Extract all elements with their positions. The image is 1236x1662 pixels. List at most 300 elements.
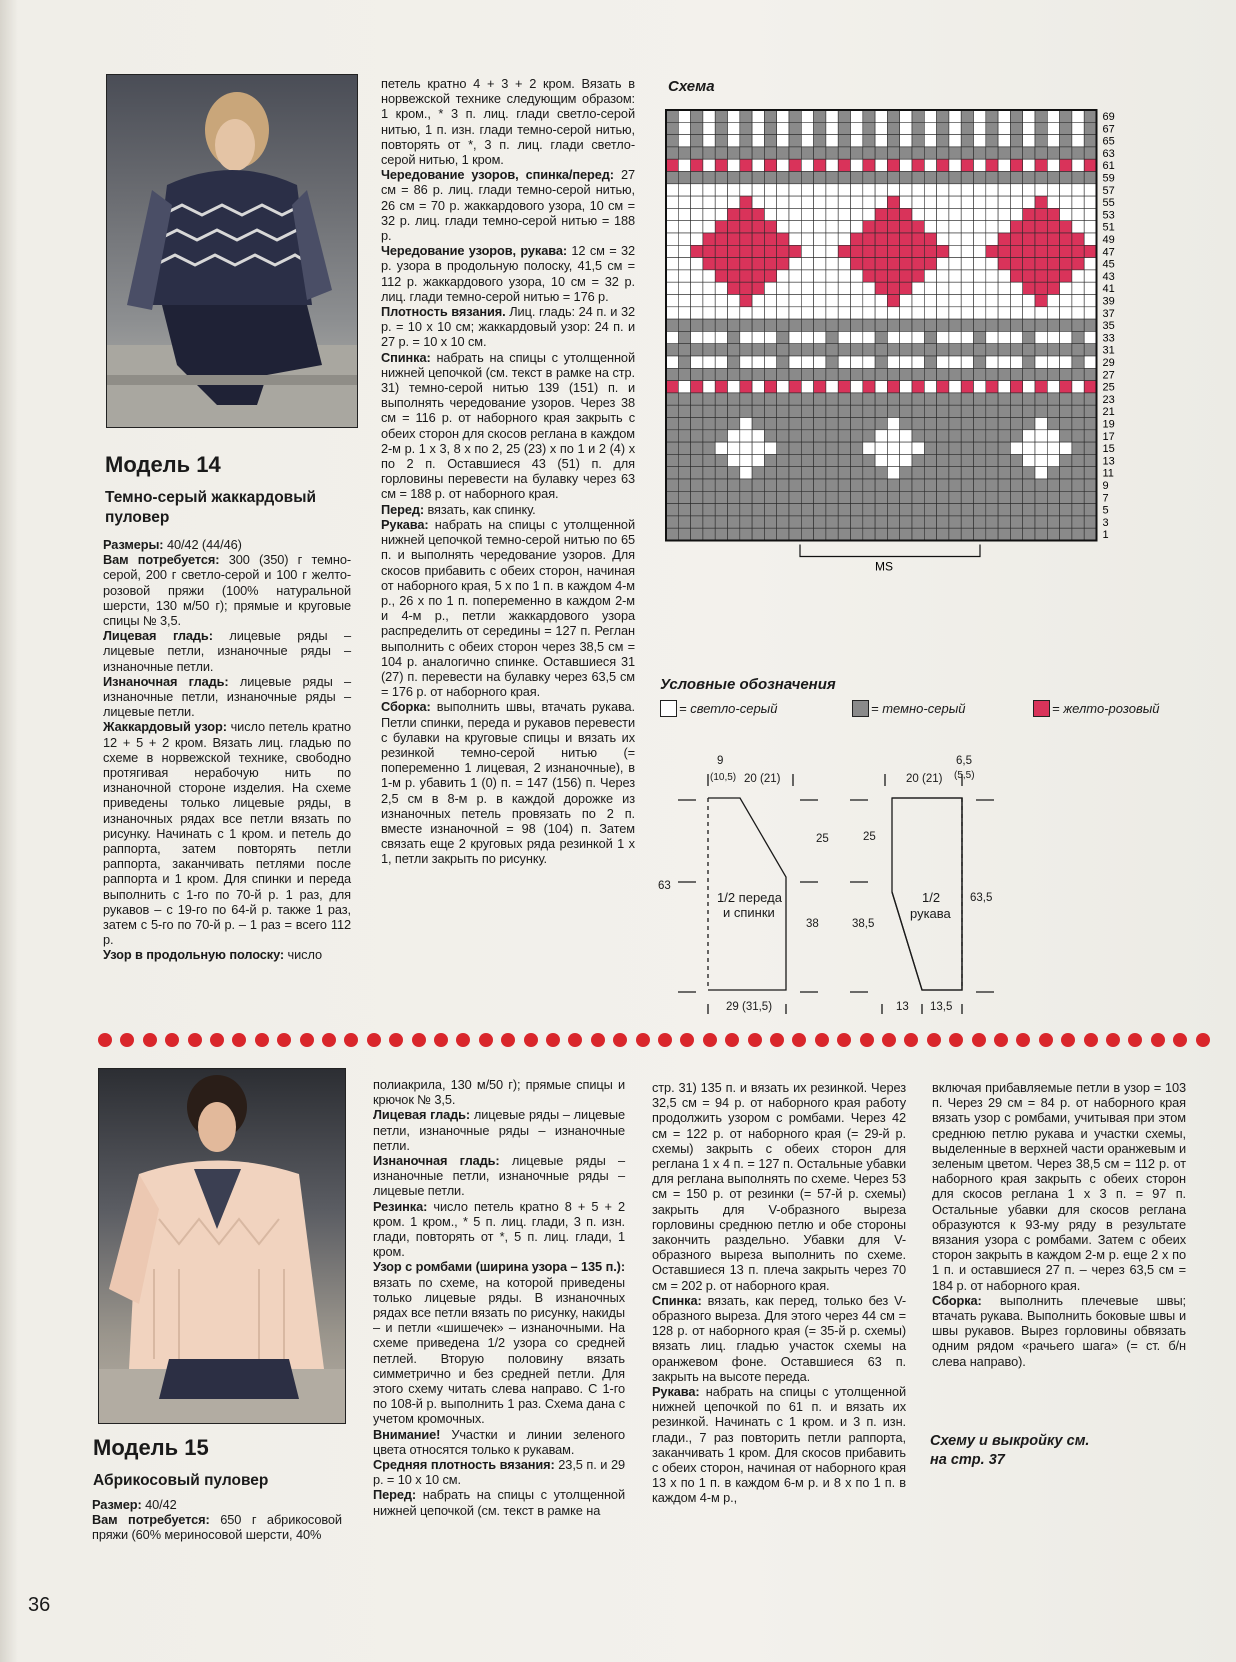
scheme-cell xyxy=(1010,282,1022,294)
scheme-cell xyxy=(863,147,875,159)
scheme-cell xyxy=(912,430,924,442)
paragraph-text: лицевые ряды – изнаночные петли, изнаночные ряды – лицевые петли. xyxy=(103,673,351,720)
scheme-cell xyxy=(912,356,924,368)
scheme-cell xyxy=(851,147,863,159)
dim-6-5: 6,5 xyxy=(956,755,972,767)
scheme-cell xyxy=(1084,393,1096,405)
scheme-cell xyxy=(666,467,678,479)
paragraph-text: Участки и линии зеленого цвета относятся только к рукавам. xyxy=(373,1426,625,1457)
scheme-cell xyxy=(1084,319,1096,331)
scheme-cell xyxy=(949,245,961,257)
scheme-cell xyxy=(691,122,703,134)
scheme-cell xyxy=(826,135,838,147)
scheme-cell xyxy=(801,282,813,294)
scheme-cell xyxy=(814,418,826,430)
separator-dot xyxy=(613,1033,627,1047)
scheme-cell xyxy=(887,331,899,343)
scheme-cell xyxy=(678,356,690,368)
scheme-cell xyxy=(974,135,986,147)
scheme-cell xyxy=(1084,221,1096,233)
scheme-cell xyxy=(851,307,863,319)
scheme-cell xyxy=(961,467,973,479)
scheme-cell xyxy=(1084,282,1096,294)
scheme-cell xyxy=(1047,196,1059,208)
scheme-cell xyxy=(764,344,776,356)
scheme-cell xyxy=(974,356,986,368)
scheme-cell xyxy=(814,110,826,122)
scheme-row-number: 59 xyxy=(1102,172,1115,185)
scheme-cell xyxy=(666,528,678,540)
scheme-cell xyxy=(887,122,899,134)
scheme-cell xyxy=(814,122,826,134)
scheme-cell xyxy=(998,319,1010,331)
scheme-cell xyxy=(1023,528,1035,540)
scheme-cell xyxy=(1023,381,1035,393)
scheme-cell xyxy=(715,233,727,245)
scheme-cell xyxy=(900,393,912,405)
scheme-cell xyxy=(752,172,764,184)
scheme-cell xyxy=(826,405,838,417)
scheme-cell xyxy=(777,491,789,503)
scheme-cell xyxy=(1060,258,1072,270)
scheme-title: Схема xyxy=(668,78,715,95)
scheme-cell xyxy=(777,122,789,134)
scheme-cell xyxy=(949,221,961,233)
model14-subtitle-line1: Темно-серый жаккардовый xyxy=(105,489,316,506)
scheme-cell xyxy=(814,405,826,417)
scheme-cell xyxy=(838,442,850,454)
scheme-cell xyxy=(666,159,678,171)
scheme-cell xyxy=(801,418,813,430)
scheme-cell xyxy=(740,270,752,282)
scheme-cell xyxy=(715,368,727,380)
scheme-cell xyxy=(924,516,936,528)
scheme-cell xyxy=(875,405,887,417)
scheme-cell xyxy=(986,393,998,405)
scheme-cell xyxy=(691,405,703,417)
scheme-cell xyxy=(1023,122,1035,134)
scheme-cell xyxy=(1035,270,1047,282)
scheme-cell xyxy=(1035,147,1047,159)
scheme-cell xyxy=(691,491,703,503)
dim-63-5: 63,5 xyxy=(970,892,993,904)
scheme-cell xyxy=(949,381,961,393)
scheme-cell xyxy=(1084,381,1096,393)
scheme-cell xyxy=(998,172,1010,184)
scheme-cell xyxy=(875,196,887,208)
scheme-cell xyxy=(703,405,715,417)
scheme-cell xyxy=(764,282,776,294)
scheme-cell xyxy=(974,516,986,528)
scheme-cell xyxy=(998,258,1010,270)
scheme-cell xyxy=(961,381,973,393)
scheme-cell xyxy=(728,233,740,245)
scheme-cell xyxy=(1060,307,1072,319)
scheme-cell xyxy=(691,528,703,540)
paragraph-heading: Плотность вязания. xyxy=(381,304,506,320)
scheme-cell xyxy=(961,319,973,331)
scheme-cell xyxy=(1047,159,1059,171)
scheme-cell xyxy=(1084,147,1096,159)
scheme-cell xyxy=(838,221,850,233)
scheme-cell xyxy=(678,270,690,282)
scheme-cell xyxy=(740,184,752,196)
scheme-cell xyxy=(728,479,740,491)
scheme-cell xyxy=(826,282,838,294)
scheme-cell xyxy=(678,122,690,134)
scheme-cell xyxy=(838,270,850,282)
paragraph-heading: Изнаночная гладь: xyxy=(103,673,229,689)
scheme-cell xyxy=(949,307,961,319)
scheme-cell xyxy=(801,479,813,491)
scheme-cell xyxy=(1072,430,1084,442)
paragraph-heading: Средняя плотность вязания: xyxy=(373,1457,555,1473)
scheme-cell xyxy=(924,307,936,319)
scheme-cell xyxy=(1072,122,1084,134)
paragraph xyxy=(373,1199,625,1260)
separator-dot xyxy=(837,1033,851,1047)
separator-dot xyxy=(680,1033,694,1047)
scheme-cell xyxy=(814,208,826,220)
scheme-cell xyxy=(715,331,727,343)
scheme-cell xyxy=(703,418,715,430)
scheme-cell xyxy=(838,504,850,516)
scheme-cell xyxy=(826,467,838,479)
scheme-cell xyxy=(1010,307,1022,319)
scheme-cell xyxy=(912,504,924,516)
scheme-cell xyxy=(678,295,690,307)
scheme-cell xyxy=(715,442,727,454)
paragraph-heading: Перед: xyxy=(381,501,425,517)
scheme-cell xyxy=(777,295,789,307)
scheme-cell xyxy=(678,110,690,122)
scheme-cell xyxy=(986,442,998,454)
scheme-cell xyxy=(961,233,973,245)
scheme-cell xyxy=(1047,442,1059,454)
paragraph-text: вязать, как перед, только без V-образного выреза. Для этого через 44 см = 128 р. от наборного края (= 35-й р. схемы) вязать лиц. гладью участок схемы на оранжевом фоне. Оставшиеся 63 п. закрыть на высоте переда. xyxy=(652,1292,906,1384)
paragraph xyxy=(373,1427,625,1457)
scheme-cell xyxy=(789,331,801,343)
scheme-cell xyxy=(1023,516,1035,528)
separator-dot xyxy=(658,1033,672,1047)
scheme-cell xyxy=(998,233,1010,245)
scheme-cell xyxy=(961,344,973,356)
scheme-cell xyxy=(1023,270,1035,282)
scheme-cell xyxy=(764,381,776,393)
scheme-row-number: 27 xyxy=(1102,369,1115,382)
scheme-cell xyxy=(937,319,949,331)
scheme-cell xyxy=(703,454,715,466)
scheme-cell xyxy=(949,442,961,454)
scheme-cell xyxy=(691,430,703,442)
scheme-cell xyxy=(777,221,789,233)
scheme-cell xyxy=(678,319,690,331)
scheme-cell xyxy=(838,356,850,368)
scheme-cell xyxy=(875,528,887,540)
scheme-cell xyxy=(1023,454,1035,466)
paragraph xyxy=(373,1153,625,1199)
scheme-cell xyxy=(666,479,678,491)
scheme-cell xyxy=(1072,282,1084,294)
scheme-cell xyxy=(974,245,986,257)
scheme-cell xyxy=(875,467,887,479)
scheme-cell xyxy=(801,405,813,417)
scheme-cell xyxy=(678,159,690,171)
scheme-cell xyxy=(937,467,949,479)
scheme-cell xyxy=(1084,135,1096,147)
paragraph-text: вязать, как спинку. xyxy=(424,501,536,517)
scheme-cell xyxy=(715,208,727,220)
scheme-cell xyxy=(728,393,740,405)
scheme-cell xyxy=(715,184,727,196)
scheme-cell xyxy=(728,454,740,466)
scheme-cell xyxy=(937,504,949,516)
scheme-cell xyxy=(752,270,764,282)
scheme-cell xyxy=(1010,233,1022,245)
scheme-cell xyxy=(900,110,912,122)
scheme-cell xyxy=(986,110,998,122)
scheme-cell xyxy=(851,331,863,343)
scheme-cell xyxy=(777,147,789,159)
legend-title: Условные обозначения xyxy=(660,676,836,693)
scheme-cell xyxy=(1035,454,1047,466)
scheme-cell xyxy=(900,479,912,491)
scheme-cell xyxy=(887,282,899,294)
scheme-cell xyxy=(1023,430,1035,442)
scheme-cell xyxy=(851,418,863,430)
scheme-cell xyxy=(814,479,826,491)
scheme-cell xyxy=(937,172,949,184)
scheme-cell xyxy=(1084,245,1096,257)
scheme-cell xyxy=(986,491,998,503)
scheme-cell xyxy=(961,430,973,442)
scheme-cell xyxy=(703,344,715,356)
scheme-cell xyxy=(715,319,727,331)
separator-dot xyxy=(479,1033,493,1047)
scheme-cell xyxy=(1072,467,1084,479)
scheme-cell xyxy=(1084,110,1096,122)
scheme-cell xyxy=(1047,356,1059,368)
scheme-cell xyxy=(1035,381,1047,393)
separator-dot xyxy=(792,1033,806,1047)
scheme-cell xyxy=(912,528,924,540)
scheme-cell xyxy=(912,516,924,528)
scheme-cell xyxy=(961,221,973,233)
dim-5-5: (5,5) xyxy=(954,770,975,781)
scheme-cell xyxy=(1060,528,1072,540)
scheme-cell xyxy=(703,381,715,393)
scheme-cell xyxy=(678,184,690,196)
scheme-cell xyxy=(838,295,850,307)
scheme-cell xyxy=(949,418,961,430)
scheme-cell xyxy=(961,258,973,270)
scheme-cell xyxy=(678,172,690,184)
scheme-cell xyxy=(900,430,912,442)
scheme-cell xyxy=(949,110,961,122)
paragraph xyxy=(932,1080,1186,1293)
scheme-cell xyxy=(1010,110,1022,122)
scheme-cell xyxy=(1047,368,1059,380)
scheme-cell xyxy=(1035,467,1047,479)
scheme-cell xyxy=(875,331,887,343)
scheme-cell xyxy=(1010,135,1022,147)
scheme-cell xyxy=(961,516,973,528)
dim-13: 13 xyxy=(896,1001,909,1013)
scheme-cell xyxy=(801,467,813,479)
scheme-cell xyxy=(900,245,912,257)
garment-pattern-diagram xyxy=(660,752,1010,1032)
paragraph-text: петель кратно 4 + 3 + 2 кром. Вязать в норвежской технике следующим образом: 1 кром., * 3 п. лиц. глади светло-серой нитью, 1 п. изн. глади темно-серой нитью, повторять от *, 3 п. лиц. глади светло-серой нитью, 1 кром. xyxy=(381,76,635,168)
scheme-cell xyxy=(728,504,740,516)
scheme-cell xyxy=(1023,405,1035,417)
scheme-cell xyxy=(974,479,986,491)
scheme-cell xyxy=(863,307,875,319)
scheme-cell xyxy=(974,282,986,294)
scheme-cell xyxy=(740,430,752,442)
scheme-cell xyxy=(740,418,752,430)
scheme-cell xyxy=(887,147,899,159)
scheme-cell xyxy=(826,221,838,233)
scheme-cell xyxy=(1035,479,1047,491)
scheme-cell xyxy=(912,122,924,134)
scheme-cell xyxy=(1010,270,1022,282)
scheme-cell xyxy=(801,196,813,208)
paragraph-text: включая прибавляемые петли в узор = 103 п. Через 29 см = 84 р. от наборного края вязать узор с ромбами, учитывая при этом среднюю петлю рукава и участки схемы, выделенные в верхней части оранжевым и зеленым цветом. Через 38,5 см = 112 р. от наборного края закрыть с обеих сторон для скосов реглана 1 x 3 п. = 97 п. Остальные убавки для скосов реглана образуются к 93-му ряду в результате вязания узора с ромбами. Затем с обеих сторон закрыть в каждом 2-м р. еще 2 x по 1 п. и оставшиеся 27 п. – через 63,5 см = 184 р. от наборного края. xyxy=(932,1080,1186,1293)
paragraph xyxy=(381,243,635,304)
paragraph-heading: Спинка: xyxy=(652,1292,702,1308)
scheme-cell xyxy=(949,122,961,134)
scheme-cell xyxy=(801,430,813,442)
scheme-cell xyxy=(1047,491,1059,503)
scheme-cell xyxy=(924,356,936,368)
scheme-cell xyxy=(728,196,740,208)
legend-label-dark-grey: = темно-серый xyxy=(871,701,966,716)
scheme-cell xyxy=(728,418,740,430)
scheme-cell xyxy=(678,491,690,503)
scheme-cell xyxy=(961,442,973,454)
scheme-cell xyxy=(789,221,801,233)
scheme-cell xyxy=(863,381,875,393)
scheme-cell xyxy=(777,331,789,343)
scheme-cell xyxy=(678,528,690,540)
scheme-cell xyxy=(1072,479,1084,491)
scheme-cell xyxy=(752,454,764,466)
scheme-cell xyxy=(875,307,887,319)
scheme-cell xyxy=(789,295,801,307)
scheme-cell xyxy=(715,405,727,417)
scheme-cell xyxy=(666,344,678,356)
scheme-cell xyxy=(703,331,715,343)
scheme-cell xyxy=(851,430,863,442)
scheme-cell xyxy=(863,491,875,503)
scheme-cell xyxy=(912,368,924,380)
scheme-cell xyxy=(838,208,850,220)
scheme-cell xyxy=(875,208,887,220)
scheme-cell xyxy=(838,418,850,430)
scheme-cell xyxy=(900,295,912,307)
model15-reference-line2: на стр. 37 xyxy=(930,1452,1005,1468)
scheme-cell xyxy=(949,159,961,171)
scheme-cell xyxy=(740,467,752,479)
scheme-cell xyxy=(912,418,924,430)
scheme-cell xyxy=(863,454,875,466)
scheme-cell xyxy=(1035,442,1047,454)
scheme-cell xyxy=(764,245,776,257)
scheme-cell xyxy=(937,442,949,454)
scheme-cell xyxy=(924,184,936,196)
scheme-cell xyxy=(691,208,703,220)
scheme-cell xyxy=(838,196,850,208)
model15-reference xyxy=(930,1432,1089,1470)
scheme-cell xyxy=(961,331,973,343)
scheme-cell xyxy=(764,110,776,122)
scheme-cell xyxy=(1010,467,1022,479)
scheme-cell xyxy=(703,110,715,122)
scheme-row-number: 17 xyxy=(1102,430,1115,443)
scheme-row-number: 35 xyxy=(1102,320,1115,333)
scheme-cell xyxy=(838,110,850,122)
scheme-cell xyxy=(777,282,789,294)
scheme-cell xyxy=(801,208,813,220)
scheme-cell xyxy=(875,504,887,516)
scheme-cell xyxy=(1023,233,1035,245)
scheme-cell xyxy=(1084,295,1096,307)
scheme-cell xyxy=(912,184,924,196)
separator-dot xyxy=(367,1033,381,1047)
scheme-cell xyxy=(1060,442,1072,454)
scheme-cell xyxy=(1035,368,1047,380)
scheme-cell xyxy=(703,172,715,184)
scheme-cell xyxy=(986,504,998,516)
scheme-cell xyxy=(1023,159,1035,171)
scheme-cell xyxy=(949,295,961,307)
scheme-cell xyxy=(974,295,986,307)
scheme-cell xyxy=(826,122,838,134)
scheme-cell xyxy=(678,282,690,294)
scheme-cell xyxy=(752,233,764,245)
scheme-cell xyxy=(851,491,863,503)
scheme-cell xyxy=(715,159,727,171)
scheme-cell xyxy=(1010,418,1022,430)
scheme-cell xyxy=(764,122,776,134)
separator-dot xyxy=(232,1033,246,1047)
scheme-cell xyxy=(703,233,715,245)
scheme-cell xyxy=(1084,331,1096,343)
scheme-cell xyxy=(961,135,973,147)
scheme-cell xyxy=(691,319,703,331)
scheme-cell xyxy=(728,270,740,282)
legend-swatch-light-grey xyxy=(660,700,677,717)
scheme-cell xyxy=(740,172,752,184)
scheme-cell xyxy=(851,270,863,282)
model14-title: Модель 14 xyxy=(105,452,221,477)
scheme-row-number: 43 xyxy=(1102,270,1115,283)
scheme-cell xyxy=(1035,418,1047,430)
model14-photo xyxy=(106,74,358,428)
scheme-cell xyxy=(740,344,752,356)
scheme-cell xyxy=(666,233,678,245)
scheme-cell xyxy=(826,159,838,171)
scheme-cell xyxy=(1072,184,1084,196)
scheme-cell xyxy=(998,245,1010,257)
scheme-cell xyxy=(1035,344,1047,356)
scheme-cell xyxy=(887,467,899,479)
scheme-cell xyxy=(937,307,949,319)
scheme-cell xyxy=(863,430,875,442)
paragraph-heading: Спинка: xyxy=(381,349,431,365)
scheme-cell xyxy=(1035,516,1047,528)
scheme-cell xyxy=(740,319,752,331)
